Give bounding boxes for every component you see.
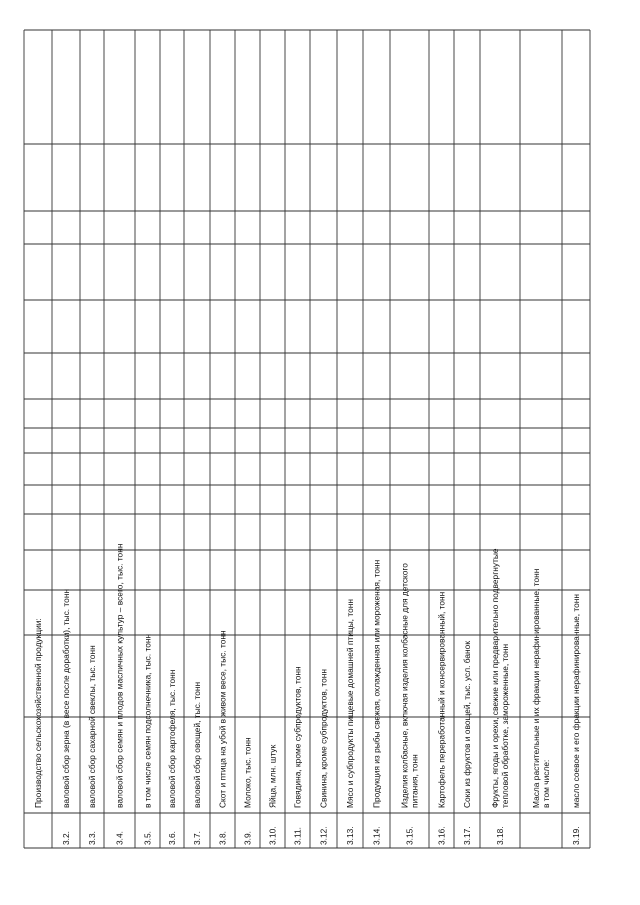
table-row — [490, 548, 510, 845]
table-row — [243, 737, 253, 845]
table-row — [400, 563, 420, 845]
row-label: Масла растительные и их фракции нерафинированные, тонн — [531, 568, 541, 808]
row-number: 3.7. — [192, 831, 202, 845]
row-number: 3.19. — [571, 826, 581, 845]
row-label: Соки из фруктов и овощей, тыс. усл. банок — [462, 641, 472, 808]
row-number: 3.13. — [345, 826, 355, 845]
row-label: Говядина, кроме субпродуктов, тонн — [292, 666, 303, 808]
table-row — [192, 682, 202, 845]
row-label: валовой сбор сахарной свеклы, тыс. тонн — [87, 645, 97, 808]
row-label: масло соевое и его фракции нерафинированные, тонн — [571, 593, 581, 808]
row-number: 3.5. — [142, 831, 153, 845]
row-label: Продукция из рыбы свежая, охлажденная или мороженая, тонн — [371, 559, 382, 808]
row-label: Яйца, млн. штук — [267, 744, 278, 808]
table-row — [372, 559, 382, 845]
row-label: в том числе семян подсолнечника, тыс. тонн — [142, 633, 153, 808]
row-label: Свинина, кроме субпродуктов, тонн — [318, 668, 329, 808]
row-label: Мясо и субпродукты пищевые домашней птицы, тонн — [345, 599, 355, 808]
row-label: Изделия колбасные, включая изделия колбасные для детского — [399, 563, 410, 808]
row-label: валовой сбор семян и плодов масличных культур – всего, тыс. тонн — [114, 543, 125, 808]
table-row — [61, 589, 71, 845]
table-row — [87, 645, 97, 845]
row-number: 3.12. — [318, 826, 329, 845]
table-rows — [33, 543, 581, 845]
row-label: Картофель переработанный и консервированный, тонн — [436, 591, 447, 808]
table-row — [531, 568, 551, 808]
row-number: 3.6. — [167, 831, 177, 845]
table-row — [462, 641, 472, 845]
row-number: 3.14. — [371, 826, 382, 845]
row-label: валовой сбор зерна (в весе после доработки), тыс. тонн — [61, 588, 71, 808]
row-number: 3.9. — [242, 831, 253, 845]
row-number: 3.15. — [404, 826, 415, 845]
table-row — [167, 669, 177, 845]
row-label: питания, тонн — [409, 754, 420, 808]
row-number: 3.4. — [114, 831, 125, 845]
row-label: Молоко, тыс. тонн — [242, 737, 253, 808]
row-number: 3.11. — [292, 826, 303, 845]
row-label: тепловой обработке, замороженные, тонн — [500, 643, 510, 808]
table-row — [571, 594, 581, 845]
table-row — [115, 543, 125, 845]
row-number: 3.16. — [436, 826, 447, 845]
row-label: валовой сбор овощей, тыс. тонн — [192, 681, 202, 808]
table-row — [319, 669, 329, 845]
row-label: Производство сельскохозяйственной продукции: — [33, 618, 43, 808]
row-number: 3.2. — [61, 831, 71, 845]
table-row — [268, 744, 278, 845]
row-label: в том числе: — [541, 759, 551, 808]
table-row — [437, 591, 447, 845]
row-label: Фрукты, ягоды и орехи, свежие или предварительно подвергнутые — [490, 548, 500, 808]
row-number: 3.8. — [217, 831, 228, 845]
row-number: 3.17. — [462, 826, 472, 845]
row-number: 3.10. — [267, 826, 278, 845]
row-number: 3.3. — [87, 831, 97, 845]
row-label: Скот и птица на убой в живом весе, тыс. тонн — [217, 630, 228, 808]
row-label: валовой сбор картофеля, тыс. тонн — [167, 669, 177, 808]
table-row — [33, 618, 43, 808]
table-row — [345, 599, 355, 845]
row-number: 3.18. — [495, 826, 505, 845]
table-row — [293, 666, 303, 845]
